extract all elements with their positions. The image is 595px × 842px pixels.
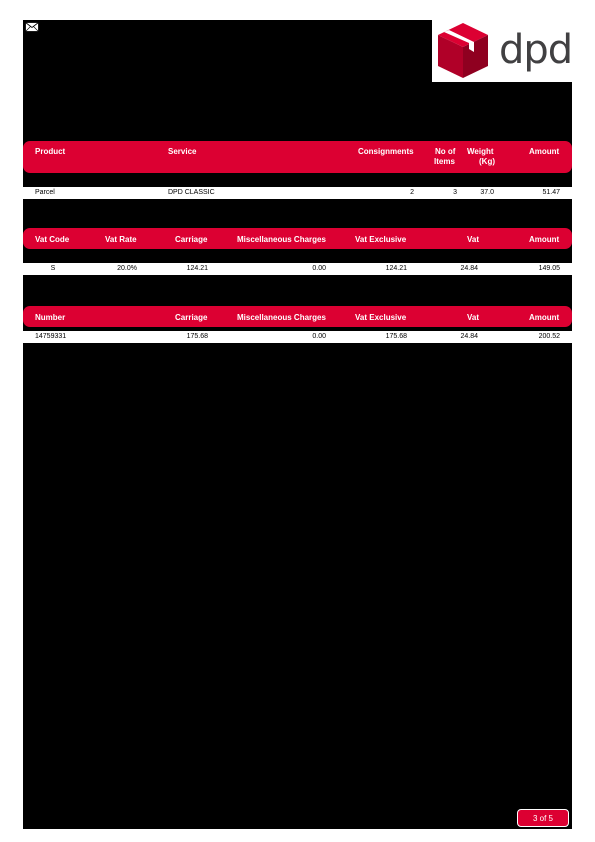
cell-amount: 200.52: [538, 333, 560, 340]
envelope-icon[interactable]: [25, 22, 39, 32]
cell-misc: 0.00: [312, 333, 326, 340]
cell-vat-exclusive: 175.68: [385, 333, 407, 340]
header-vat: Vat: [467, 235, 480, 244]
cell-carriage: 175.68: [186, 333, 208, 340]
header-no-of: No of: [435, 147, 456, 156]
header-weight: Weight: [467, 147, 494, 156]
header-vat: Vat: [467, 313, 480, 322]
dpd-cube-icon: [432, 20, 494, 82]
header-vat-exclusive: Vat Exclusive: [355, 313, 407, 322]
cell-carriage: 124.21: [186, 265, 208, 272]
cell-vat: 24.84: [460, 265, 478, 272]
invoice-page: [23, 20, 572, 829]
cell-service: DPD CLASSIC: [168, 189, 215, 196]
cell-product: Parcel: [35, 189, 55, 196]
cell-number: 14759331: [35, 333, 67, 340]
table-row: [23, 263, 572, 275]
products-table-header: [23, 141, 572, 173]
header-carriage: Carriage: [175, 313, 208, 322]
header-vat-rate: Vat Rate: [105, 235, 137, 244]
header-number: Number: [35, 313, 66, 322]
dpd-wordmark: dpd: [499, 27, 573, 73]
cell-vat-exclusive: 124.21: [385, 265, 407, 272]
header-misc: Miscellaneous Charges: [237, 313, 326, 322]
cell-consignments: 2: [410, 189, 414, 196]
header-vat-code: Vat Code: [35, 235, 70, 244]
cell-misc: 0.00: [312, 265, 326, 272]
cell-items: 3: [453, 189, 457, 196]
table-row: [23, 331, 572, 343]
number-table-header: [23, 306, 572, 327]
header-amount: Amount: [529, 235, 560, 244]
header-service: Service: [168, 147, 197, 156]
header-misc: Miscellaneous Charges: [237, 235, 326, 244]
header-carriage: Carriage: [175, 235, 208, 244]
dpd-logo: [432, 20, 572, 82]
header-items: Items: [434, 157, 455, 166]
header-product: Product: [35, 147, 66, 156]
cell-weight: 37.0: [480, 189, 494, 196]
cell-amount: 149.05: [538, 265, 560, 272]
header-vat-exclusive: Vat Exclusive: [355, 235, 407, 244]
cell-vat-code: S: [50, 265, 56, 272]
table-row: [23, 187, 572, 199]
cell-vat-rate: 20.0%: [117, 265, 137, 272]
cell-vat: 24.84: [460, 333, 478, 340]
page-indicator: 3 of 5: [517, 809, 569, 827]
header-amount: Amount: [529, 313, 560, 322]
header-amount: Amount: [529, 147, 560, 156]
header-kg: (Kg): [479, 157, 495, 166]
cell-amount: 51.47: [542, 189, 560, 196]
vat-table-header: [23, 228, 572, 249]
header-consignments: Consignments: [358, 147, 414, 156]
